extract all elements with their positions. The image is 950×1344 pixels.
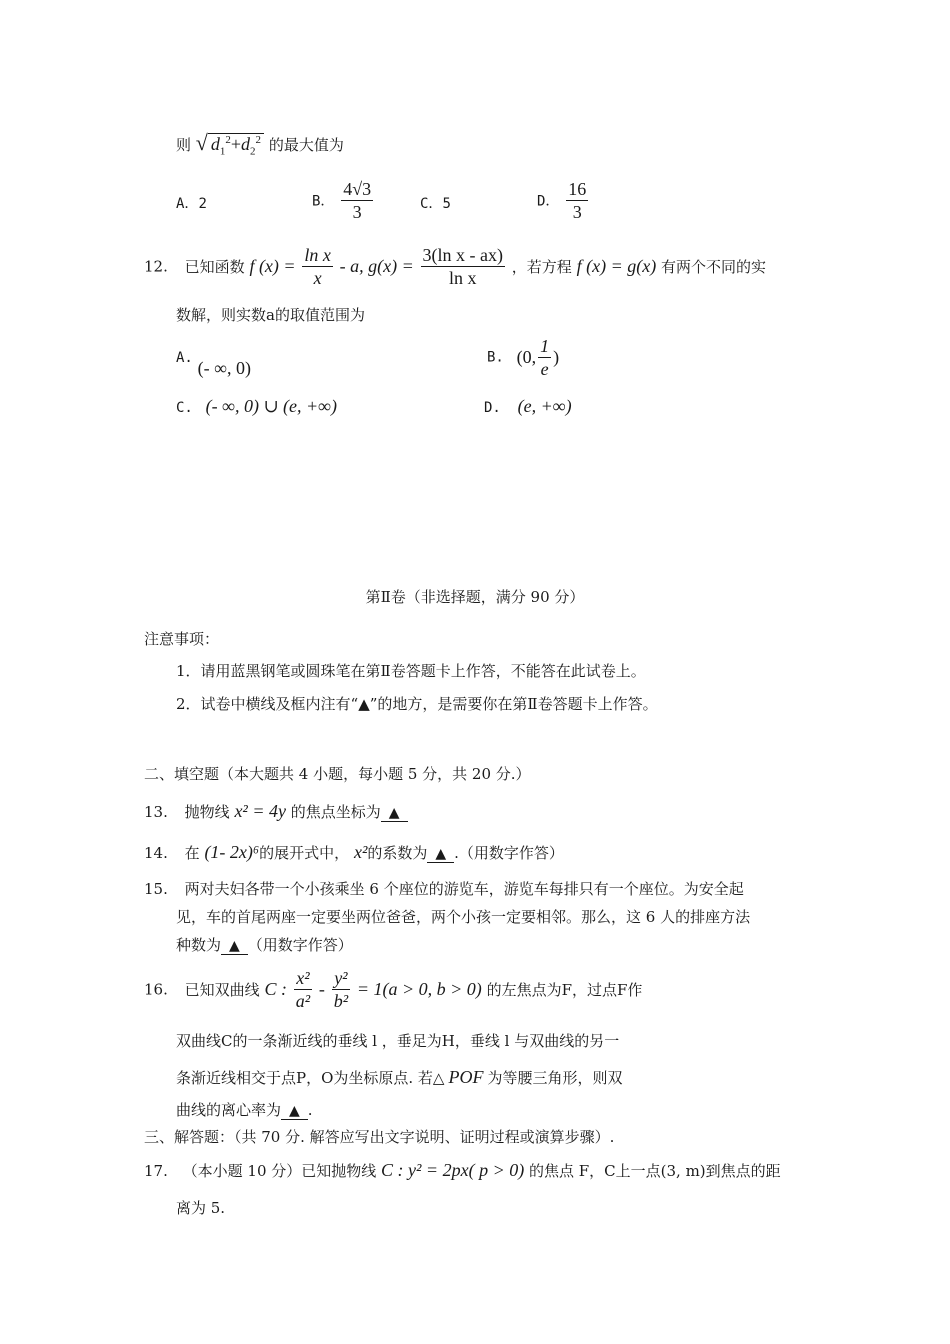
- q11-option-c: C．5: [420, 196, 451, 212]
- q15-line2: 见，车的首尾两座一定要坐两位爸爸，两个小孩一定要相邻。那么，这 6 人的排座方法: [176, 908, 751, 926]
- q16-line3: 条渐近线相交于点P，O为坐标原点. 若△ POF 为等腰三角形，则双: [176, 1067, 623, 1087]
- fill-heading: 二、填空题（本大题共 4 小题，每小题 5 分，共 20 分.）: [144, 765, 531, 783]
- q11-prefix: 则: [176, 136, 192, 154]
- answer-blank: ▲: [221, 938, 248, 955]
- answer-blank: ▲: [427, 846, 454, 863]
- question-number: 12.: [144, 257, 168, 276]
- answer-blank: ▲: [281, 1103, 308, 1120]
- q16-line4: 曲线的离心率为 ▲ .: [176, 1101, 313, 1119]
- q16-line2: 双曲线C的一条渐近线的垂线 l ，垂足为H，垂线 l 与双曲线的另一: [176, 1032, 620, 1050]
- notice-heading: 注意事项：: [144, 630, 220, 648]
- question-17: 17. （本小题 10 分）已知抛物线 C : y² = 2px( p > 0) 的焦点 F，C上一点(3, m)到焦点的距: [144, 1160, 781, 1180]
- q15-line3: 种数为 ▲ （用数字作答）: [176, 936, 353, 954]
- section-2-title: 第Ⅱ卷（非选择题，满分 90 分）: [365, 588, 585, 606]
- q11-option-d: D． $\frac{16}{3}$: [537, 179, 587, 222]
- notice-item-1: 1．请用蓝黑钢笔或圆珠笔在第Ⅱ卷答题卡上作答，不能答在此试卷上。: [176, 662, 646, 680]
- answer-blank: ▲: [381, 805, 408, 822]
- q12-option-c: C. (- ∞, 0) ∪ (e, +∞): [176, 396, 337, 416]
- q12-option-d: D. (e, +∞): [484, 396, 572, 416]
- q12-option-a: A. (- ∞, 0): [176, 350, 251, 378]
- solve-heading: 三、解答题：（共 70 分. 解答应写出文字说明、证明过程或演算步骤）.: [144, 1128, 615, 1146]
- notice-item-2: 2．试卷中横线及框内注有“▲”的地方，是需要你在第Ⅱ卷答题卡上作答。: [176, 695, 658, 713]
- sqrt-expression: √ $d_1^2+d_2^2$: [196, 130, 264, 158]
- question-14: 14. 在 (1- 2x)⁶的展开式中， x²的系数为 ▲ .（用数字作答）: [144, 842, 564, 862]
- q12-line2: 数解，则实数a的取值范围为: [176, 306, 365, 324]
- question-13: 13. 抛物线 x² = 4y 的焦点坐标为 ▲: [144, 801, 408, 822]
- q17-line2: 离为 5.: [176, 1199, 226, 1217]
- q11-tail: [176, 130, 344, 158]
- question-12: 12. 已知函数 f (x) = $\frac{\text{ln x}}{x}$ - a, g(x) = $\frac{\text{3(ln x - ax)}}{\text{ln x}}$ ，若方程 f (x) = g(x) 有两个不同的实: [144, 245, 766, 288]
- q11-option-a: A．2: [176, 196, 207, 212]
- q12-option-b: B. (0, $\frac{1}{e}$ ): [487, 336, 560, 379]
- question-16: 16. 已知双曲线 C : $\frac{\text{x²}}{\text{a²}}$ - $\frac{\text{y²}}{\text{b²}}$ = 1(a > 0, b > 0) 的左焦点为F，过点F作: [144, 968, 643, 1011]
- q11-option-b: B． $\frac{4√3}{3}$: [312, 179, 372, 222]
- q11-suffix: 的最大值为: [268, 136, 344, 154]
- question-15: 15. 两对夫妇各带一个小孩乘坐 6 个座位的游览车，游览车每排只有一个座位。为安全起: [144, 880, 744, 898]
